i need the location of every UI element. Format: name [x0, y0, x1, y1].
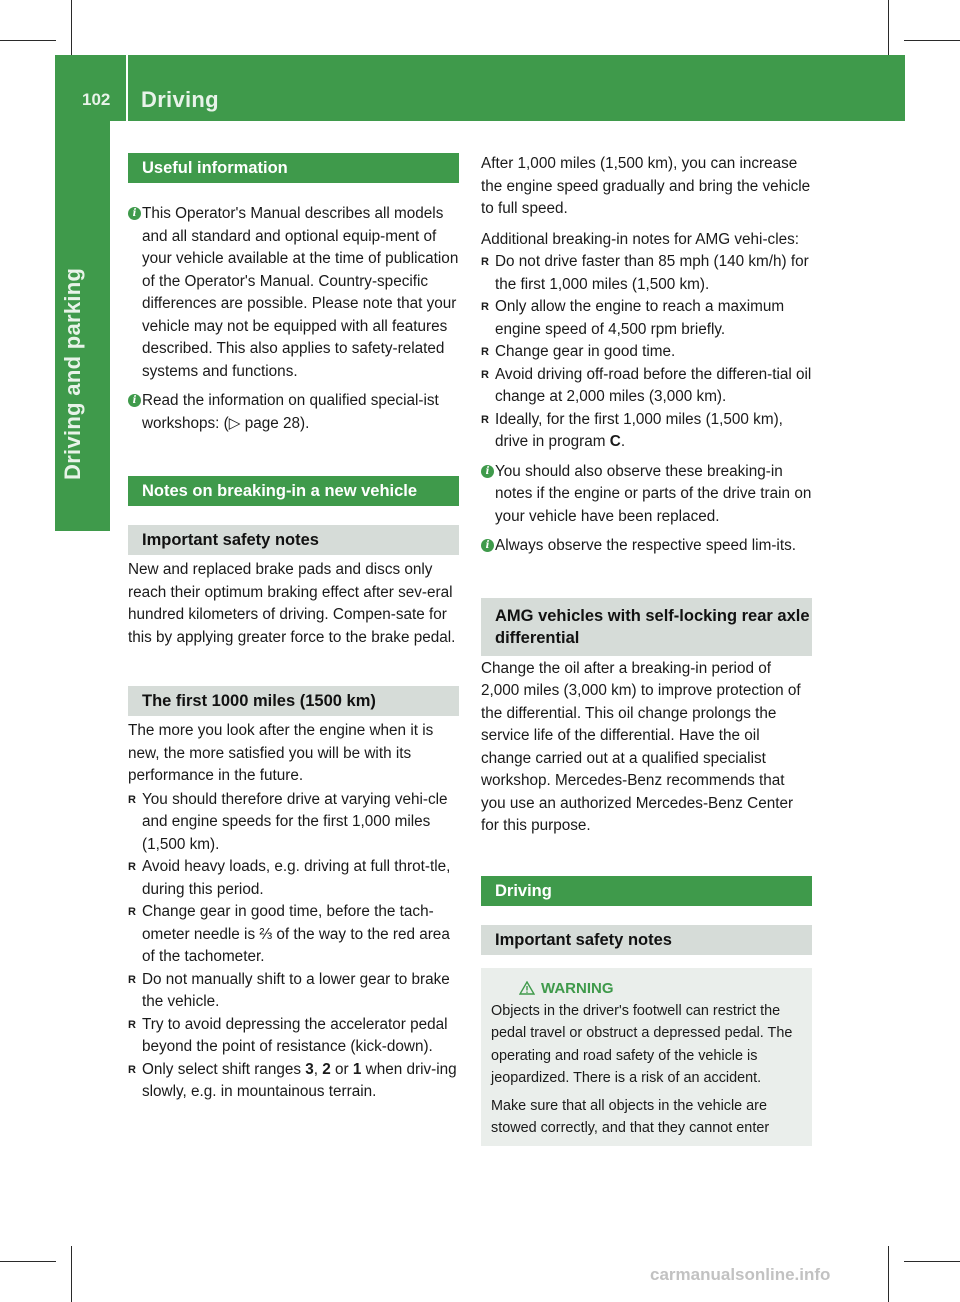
warning-header — [519, 980, 802, 997]
header-divider — [126, 55, 128, 121]
page-reference-arrow-icon: ▷ — [228, 414, 241, 432]
useful-information-heading: Useful information — [128, 153, 459, 183]
bullet-marker: R — [481, 346, 489, 358]
first-miles-bullet-list — [128, 789, 459, 1104]
info-icon: i — [128, 207, 141, 220]
info-note-workshops-text: Read the information on qualified special-ist workshops: ( — [142, 392, 439, 432]
info-icon: i — [128, 394, 141, 407]
bullet-marker: R — [481, 256, 489, 268]
list-item-text: Avoid driving off-road before the differen-tial oil change at 2,000 miles (3,000 km). — [495, 365, 812, 405]
list-item — [481, 409, 812, 454]
list-item-text: Only allow the engine to reach a maximum engine speed of 4,500 rpm briefly. — [495, 298, 785, 338]
list-item — [128, 901, 459, 969]
info-icon: i — [481, 465, 494, 478]
info-note-text: Always observe the respective speed lim-its. — [495, 537, 796, 554]
chapter-side-label: Driving and parking — [60, 267, 85, 480]
warning-paragraph-1: Objects in the driver's footwell can restrict the pedal travel or obstruct a depressed pedal. The operating and road safety of the vehicle is jeopardized. There is a risk of an accident. — [491, 1002, 793, 1086]
list-item — [481, 296, 812, 341]
bullet-marker: R — [128, 973, 136, 986]
warning-box — [481, 968, 812, 1146]
amg-differential-heading: AMG vehicles with self-locking rear axle differential — [481, 598, 812, 656]
list-item — [481, 251, 812, 296]
warning-triangle-icon — [519, 981, 535, 995]
info-note-manual-text: This Operator's Manual describes all models and all standard and optional equip-ment of your vehicle available at the time of publication of the Operator's Manual. Country-specific differences are possible. Please note that your vehicle may not be equipped with all features described. This also applies to safety-related systems and functions. — [142, 205, 459, 380]
shift-range-3: 3 — [305, 1060, 314, 1078]
page-reference-link[interactable]: page 28). — [240, 414, 310, 432]
list-item — [481, 341, 812, 364]
first-miles-paragraph: The more you look after the engine when it is new, the more satisfied you will be with its performance in the future. — [128, 722, 434, 784]
info-note-text: You should also observe these breaking-in notes if the engine or parts of the drive train on your vehicle have been replaced. — [495, 462, 812, 525]
right-column — [481, 153, 812, 1146]
brake-pads-paragraph: New and replaced brake pads and discs only reach their optimum braking effect after sev-eral hundred kilometers of driving. Compen-sate for this by applying greater force to the brake pedal. — [128, 561, 456, 646]
breaking-in-heading: Notes on breaking-in a new vehicle — [128, 476, 459, 506]
list-item-text: Try to avoid depressing the accelerator pedal beyond the point of resistance (kick-down). — [142, 1015, 448, 1055]
bullet-marker: R — [128, 906, 136, 918]
list-item-text: Do not manually shift to a lower gear to brake the vehicle. — [142, 970, 450, 1010]
crop-mark — [0, 1261, 56, 1262]
amg-bullet-list — [481, 251, 812, 454]
first-1000-miles-heading: The first 1000 miles (1500 km) — [128, 686, 459, 716]
list-item-text: You should therefore drive at varying vehi-cle and engine speeds for the first 1,000 miles (1,500 km). — [142, 790, 448, 853]
list-item-text: Change gear in good time. — [495, 343, 676, 360]
bullet-marker: R — [128, 793, 136, 806]
shift-range-2: 2 — [322, 1060, 331, 1078]
separator: or — [330, 1060, 353, 1078]
info-note-replaced-parts — [481, 461, 812, 529]
list-item-text: Change gear in good time, before the tach-ometer needle is ⅔ of the way to the red area of the tachometer. — [142, 903, 450, 965]
bullet-marker: R — [481, 301, 489, 313]
list-item — [128, 1014, 459, 1059]
list-item — [128, 969, 459, 1014]
amg-notes-intro: Additional breaking-in notes for AMG vehi-cles: — [481, 230, 799, 248]
bullet-marker: R — [481, 368, 489, 381]
bullet-marker: R — [128, 861, 136, 873]
info-note-workshops — [128, 390, 459, 435]
crop-mark — [71, 0, 72, 56]
crop-mark — [0, 40, 56, 41]
warning-paragraph-2: Make sure that all objects in the vehicle are stowed correctly, and that they cannot enter — [491, 1097, 770, 1136]
info-note-manual — [128, 203, 459, 383]
list-item — [128, 789, 459, 857]
crop-mark — [71, 1246, 72, 1302]
list-item-text: . — [620, 433, 626, 450]
left-column — [128, 153, 459, 1104]
list-item — [481, 364, 812, 409]
list-item-text: Only select shift ranges — [142, 1060, 306, 1078]
list-item — [128, 1059, 459, 1104]
crop-mark — [888, 0, 889, 56]
driving-safety-notes-heading: Important safety notes — [481, 925, 812, 955]
watermark: carmanualsonline.info — [650, 1265, 831, 1284]
list-item-text: Do not drive faster than 85 mph (140 km/h) for the first 1,000 miles (1,500 km). — [495, 253, 809, 293]
bullet-marker: R — [128, 1018, 136, 1031]
crop-mark — [904, 40, 960, 41]
driving-heading: Driving — [481, 876, 812, 906]
running-title: Driving — [141, 87, 219, 112]
bullet-marker: R — [128, 1063, 136, 1076]
bullet-marker: R — [481, 413, 489, 426]
safety-notes-heading: Important safety notes — [128, 525, 459, 555]
crop-mark — [888, 1246, 889, 1302]
list-item-text: Avoid heavy loads, e.g. driving at full throt-tle, during this period. — [142, 858, 451, 898]
program-c: C — [609, 433, 621, 450]
shift-range-1: 1 — [352, 1060, 362, 1078]
list-item-text: when driv-ing slowly, e.g. in mountainous terrain. — [142, 1060, 457, 1100]
after-1000-miles-paragraph: After 1,000 miles (1,500 km), you can increase the engine speed gradually and bring the vehicle to full speed. — [481, 155, 811, 217]
amg-differential-paragraph: Change the oil after a breaking-in period of 2,000 miles (3,000 km) to improve protection of the differential. This oil change prolongs the service life of the differential. Have the oil change carried out at a qualified specialist workshop. Mercedes-Benz recommends that you use an authorized Mercedes-Benz Center for this purpose. — [481, 659, 801, 834]
info-icon: i — [481, 539, 494, 552]
page-number: 102 — [82, 90, 111, 109]
warning-label: WARNING — [541, 979, 614, 997]
info-note-speed-limits — [481, 535, 812, 558]
list-item-text: Ideally, for the first 1,000 miles (1,500 km), drive in program — [495, 410, 783, 450]
crop-mark — [904, 1261, 960, 1262]
list-item — [128, 856, 459, 901]
separator: , — [313, 1060, 323, 1078]
